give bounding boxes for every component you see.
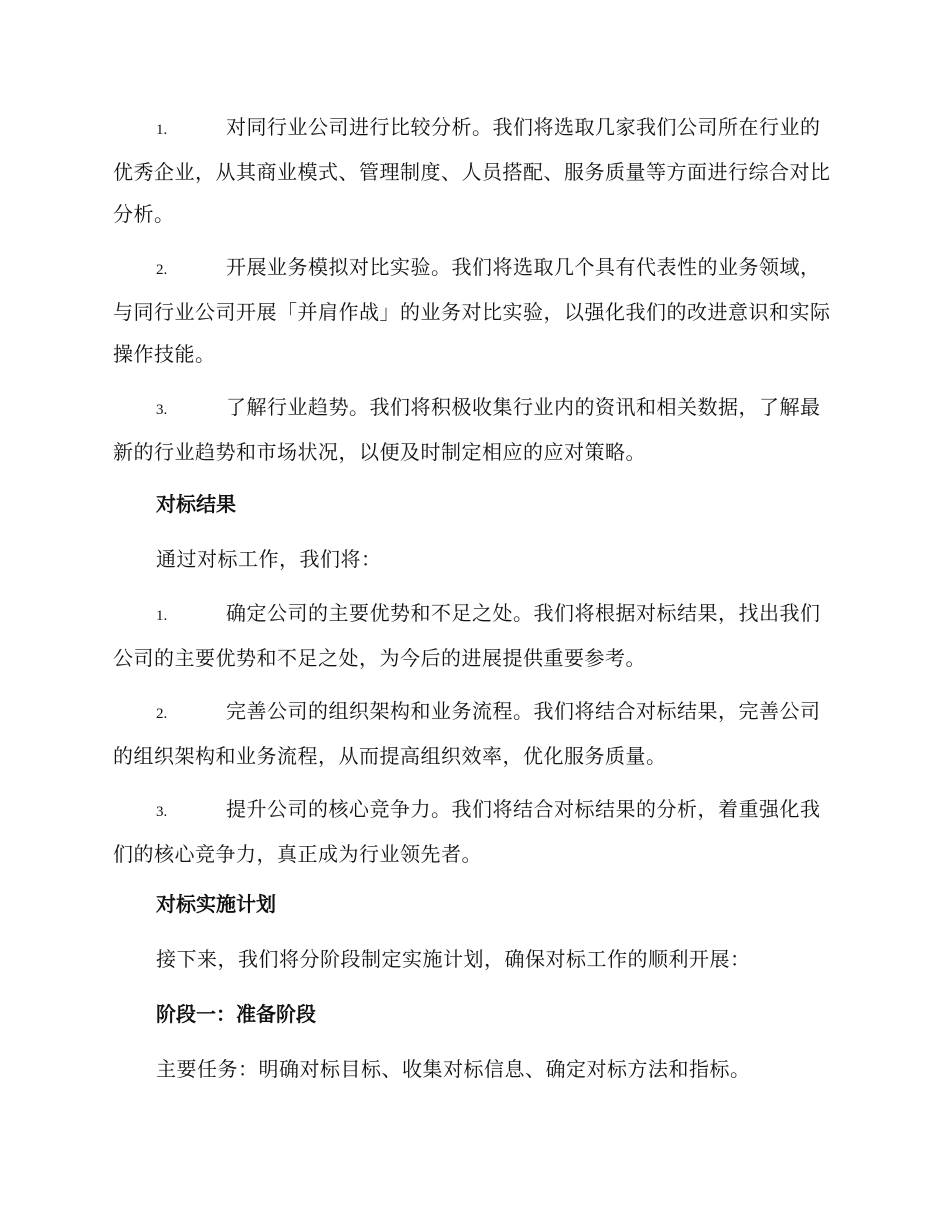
list-item (113, 386, 833, 473)
list-text: 提升公司的核心竞争力。我们将结合对标结果的分析，着重强化我们的核心竞争力，真正成为行业领先者。 (113, 797, 821, 866)
list-number: 3. (156, 804, 168, 820)
results-intro: 通过对标工作，我们将： (156, 547, 382, 571)
plan-intro: 接下来，我们将分阶段制定实施计划，确保对标工作的顺利开展： (156, 947, 751, 971)
section-heading-plan: 对标实施计划 (156, 892, 276, 916)
list-number: 2. (156, 262, 168, 278)
list-text: 完善公司的组织架构和业务流程。我们将结合对标结果，完善公司的组织架构和业务流程，从而提高组织效率，优化服务质量。 (113, 699, 821, 768)
list-item (113, 106, 833, 235)
list-number: 1. (156, 122, 168, 138)
list-number: 1. (156, 608, 168, 624)
list-item (113, 788, 833, 875)
section-heading-results: 对标结果 (156, 492, 236, 516)
list-text: 确定公司的主要优势和不足之处。我们将根据对标结果，找出我们公司的主要优势和不足之处，为今后的进展提供重要参考。 (113, 601, 821, 670)
stage1-heading: 阶段一：准备阶段 (156, 1002, 316, 1026)
list-number: 3. (156, 402, 168, 418)
list-text: 了解行业趋势。我们将积极收集行业内的资讯和相关数据，了解最新的行业趋势和市场状况，以便及时制定相应的应对策略。 (113, 395, 821, 464)
list-text: 对同行业公司进行比较分析。我们将选取几家我们公司所在行业的优秀企业，从其商业模式、管理制度、人员搭配、服务质量等方面进行综合对比分析。 (113, 115, 831, 226)
list-item (113, 592, 833, 679)
list-number: 2. (156, 706, 168, 722)
list-text: 开展业务模拟对比实验。我们将选取几个具有代表性的业务领域，与同行业公司开展「并肩作战」的业务对比实验，以强化我们的改进意识和实际操作技能。 (113, 255, 831, 366)
list-item (113, 246, 833, 375)
stage1-task: 主要任务：明确对标目标、收集对标信息、确定对标方法和指标。 (156, 1057, 751, 1081)
list-item (113, 690, 833, 777)
